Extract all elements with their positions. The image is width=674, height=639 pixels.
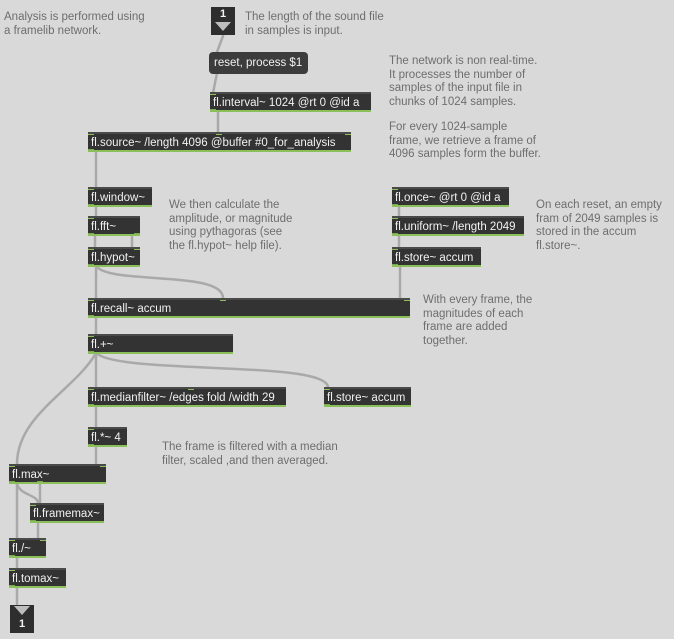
object-fl-store-accum-bottom[interactable] bbox=[324, 387, 411, 407]
number-input-value: 1 bbox=[219, 8, 227, 20]
number-box-output[interactable] bbox=[10, 605, 34, 633]
object-label: fl.framemax~ bbox=[33, 508, 100, 520]
inlet[interactable] bbox=[392, 247, 398, 250]
object-fl-plus[interactable] bbox=[88, 334, 233, 354]
outlet[interactable] bbox=[88, 404, 94, 407]
comment-nonrealtime: The network is non real-time. It processes the number of samples of the input file in chunks of 1024 samples. bbox=[389, 55, 538, 108]
inlet[interactable] bbox=[9, 464, 15, 467]
inlet[interactable] bbox=[9, 538, 15, 541]
inlet[interactable] bbox=[324, 387, 330, 390]
inlet[interactable] bbox=[88, 216, 94, 219]
cord-hypot-to-recall-sync bbox=[96, 266, 223, 298]
object-label: fl.*~ 4 bbox=[91, 432, 121, 444]
object-label: fl.max~ bbox=[12, 469, 50, 481]
comment-intro: Analysis is performed using a framelib network. bbox=[4, 11, 145, 37]
object-fl-medianfilter[interactable] bbox=[88, 387, 286, 407]
comment-length: The length of the sound file in samples is input. bbox=[245, 11, 384, 37]
outlet[interactable] bbox=[37, 481, 43, 484]
object-label: fl./~ bbox=[12, 543, 31, 555]
comment-filtered: The frame is filtered with a median filter, scaled ,and then averaged. bbox=[162, 441, 338, 467]
object-fl-max[interactable] bbox=[9, 464, 106, 484]
outlet[interactable] bbox=[30, 520, 36, 523]
outlet[interactable] bbox=[392, 264, 398, 267]
outlet[interactable] bbox=[88, 351, 94, 354]
object-label: fl.source~ /length 4096 @buffer #0_for_analysis bbox=[91, 137, 336, 149]
object-label: fl.window~ bbox=[91, 192, 146, 204]
object-label: fl.fft~ bbox=[91, 221, 117, 233]
outlet[interactable] bbox=[88, 315, 94, 318]
inlet[interactable] bbox=[88, 427, 94, 430]
inlet[interactable] bbox=[40, 538, 46, 541]
object-label: fl.tomax~ bbox=[12, 573, 59, 585]
inlet[interactable] bbox=[210, 92, 216, 95]
comment-reset: On each reset, an empty fram of 2049 samples is stored in the accum fl.store~. bbox=[536, 199, 662, 252]
object-fl-interval[interactable] bbox=[210, 92, 371, 112]
inlet[interactable] bbox=[220, 298, 226, 301]
inlet[interactable] bbox=[88, 132, 94, 135]
inlet[interactable] bbox=[404, 298, 410, 301]
comment-amplitude: We then calculate the amplitude, or magnitude using pythagoras (see the fl.hypot~ help file). bbox=[169, 199, 293, 252]
object-label: fl.interval~ 1024 @rt 0 @id a bbox=[213, 97, 360, 109]
outlet[interactable] bbox=[9, 481, 15, 484]
outlet[interactable] bbox=[324, 404, 330, 407]
inlet[interactable] bbox=[88, 187, 94, 190]
object-fl-window[interactable] bbox=[88, 187, 152, 207]
inlet[interactable] bbox=[188, 387, 194, 390]
cord-max-to-framemax-a bbox=[17, 484, 38, 503]
object-fl-times[interactable] bbox=[88, 427, 127, 447]
object-label: fl.+~ bbox=[91, 339, 114, 351]
outlet[interactable] bbox=[88, 149, 94, 152]
inlet[interactable] bbox=[88, 247, 94, 250]
outlet[interactable] bbox=[392, 204, 398, 207]
comment-every-frame: With every frame, the magnitudes of each frame are added together. bbox=[423, 294, 533, 347]
object-fl-framemax[interactable] bbox=[30, 503, 104, 523]
inlet[interactable] bbox=[100, 464, 106, 467]
object-fl-uniform[interactable] bbox=[392, 216, 524, 236]
outlet[interactable] bbox=[88, 204, 94, 207]
outlet[interactable] bbox=[88, 444, 94, 447]
inlet[interactable] bbox=[88, 298, 94, 301]
inlet[interactable] bbox=[392, 187, 398, 190]
inlet[interactable] bbox=[216, 132, 222, 135]
cord-message-to-interval bbox=[213, 73, 217, 93]
object-label: fl.uniform~ /length 2049 bbox=[395, 221, 516, 233]
object-fl-recall[interactable] bbox=[88, 298, 410, 318]
object-fl-divide[interactable] bbox=[9, 538, 46, 558]
cord-plus-to-store bbox=[96, 353, 328, 387]
object-fl-once[interactable] bbox=[392, 187, 509, 207]
inlet[interactable] bbox=[88, 334, 94, 337]
object-fl-hypot[interactable] bbox=[88, 247, 140, 267]
cord-plus-to-max bbox=[17, 353, 96, 464]
object-label: fl.medianfilter~ /edges fold /width 29 bbox=[91, 392, 275, 404]
comment-frame: For every 1024-sample frame, we retrieve a frame of 4096 samples form the buffer. bbox=[389, 121, 541, 160]
outlet[interactable] bbox=[392, 233, 398, 236]
object-label: fl.store~ accum bbox=[327, 392, 406, 404]
triangle-icon bbox=[14, 606, 30, 615]
object-label: fl.hypot~ bbox=[91, 252, 135, 264]
triangle-icon bbox=[215, 22, 231, 31]
number-box-input[interactable] bbox=[211, 7, 235, 35]
outlet[interactable] bbox=[210, 109, 216, 112]
inlet[interactable] bbox=[134, 247, 140, 250]
inlet[interactable] bbox=[88, 387, 94, 390]
outlet[interactable] bbox=[9, 585, 15, 588]
inlet[interactable] bbox=[392, 216, 398, 219]
outlet[interactable] bbox=[134, 233, 140, 236]
outlet[interactable] bbox=[88, 264, 94, 267]
inlet[interactable] bbox=[345, 132, 351, 135]
object-label: fl.recall~ accum bbox=[91, 303, 172, 315]
object-label: fl.once~ @rt 0 @id a bbox=[395, 192, 501, 204]
number-output-value: 1 bbox=[18, 618, 26, 630]
outlet[interactable] bbox=[9, 555, 15, 558]
object-label: fl.store~ accum bbox=[395, 252, 474, 264]
object-fl-source[interactable] bbox=[88, 132, 351, 152]
object-fl-store-accum-top[interactable] bbox=[392, 247, 481, 267]
object-fl-tomax[interactable] bbox=[9, 568, 66, 588]
inlet[interactable] bbox=[30, 503, 36, 506]
cord-number-to-message bbox=[217, 36, 223, 52]
message-reset-process[interactable]: reset, process $1 bbox=[209, 52, 308, 74]
inlet[interactable] bbox=[9, 568, 15, 571]
outlet[interactable] bbox=[88, 233, 94, 236]
object-fl-fft[interactable] bbox=[88, 216, 140, 236]
